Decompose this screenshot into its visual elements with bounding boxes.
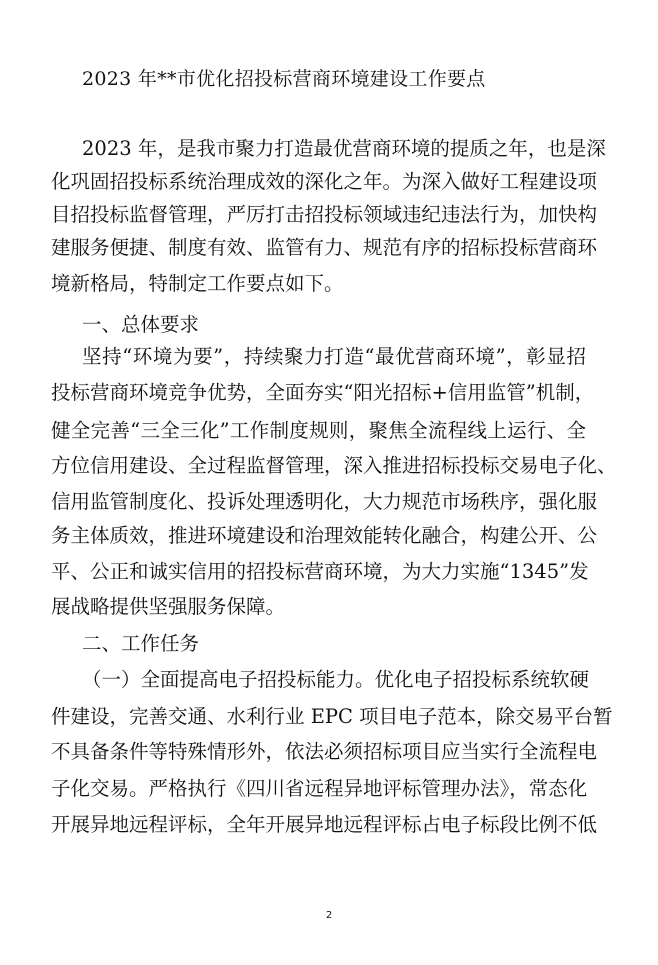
paragraph-line: （一）全面提高电子招投标能力。优化电子招投标系统软硬 [82, 668, 590, 691]
paragraph-line: 2023 年，是我市聚力打造最优营商环境的提质之年，也是深 [82, 137, 606, 160]
paragraph-line: 建服务便捷、制度有效、监管有力、规范有序的招标投标营商环 [51, 236, 598, 259]
paragraph-line: 投标营商环境竞争优势，全面夯实“阳光招标+信用监管”机制， [51, 381, 595, 404]
paragraph-line: 平、公正和诚实信用的招投标营商环境，为大力实施“1345”发 [51, 560, 589, 583]
paragraph-line: 展战略提供坚强服务保障。 [51, 595, 286, 618]
paragraph-line: 境新格局，特制定工作要点如下。 [51, 272, 344, 295]
paragraph-line: 开展异地远程评标，全年开展异地远程评标占电子标段比例不低 [51, 813, 598, 836]
paragraph-line: 化巩固招投标系统治理成效的深化之年。为深入做好工程建设项 [51, 170, 598, 193]
paragraph-line: 务主体质效，推进环境建设和治理效能转化融合，构建公开、公 [51, 524, 598, 547]
section-heading: 二、工作任务 [82, 632, 200, 655]
paragraph-line: 信用监管制度化、投诉处理透明化，大力规范市场秩序，强化服 [51, 490, 598, 513]
section-heading: 一、总体要求 [82, 313, 200, 336]
paragraph-line: 方位信用建设、全过程监督管理，深入推进招标投标交易电子化、 [51, 454, 617, 477]
paragraph-line: 坚持“环境为要”，持续聚力打造“最优营商环境”，彰显招 [82, 345, 586, 368]
page-number: 2 [325, 910, 333, 921]
document-title: 2023 年**市优化招投标营商环境建设工作要点 [82, 68, 486, 90]
paragraph-line: 健全完善“三全三化”工作制度规则，聚焦全流程线上运行、全 [51, 419, 586, 442]
paragraph-line: 子化交易。严格执行《四川省远程异地评标管理办法》，常态化 [51, 777, 588, 800]
paragraph-line: 件建设，完善交通、水利行业 EPC 项目电子范本，除交易平台暂 [51, 705, 613, 728]
paragraph-line: 目招投标监督管理，严厉打击招投标领域违纪违法行为，加快构 [51, 203, 598, 226]
paragraph-line: 不具备条件等特殊情形外，依法必须招标项目应当实行全流程电 [51, 740, 598, 763]
